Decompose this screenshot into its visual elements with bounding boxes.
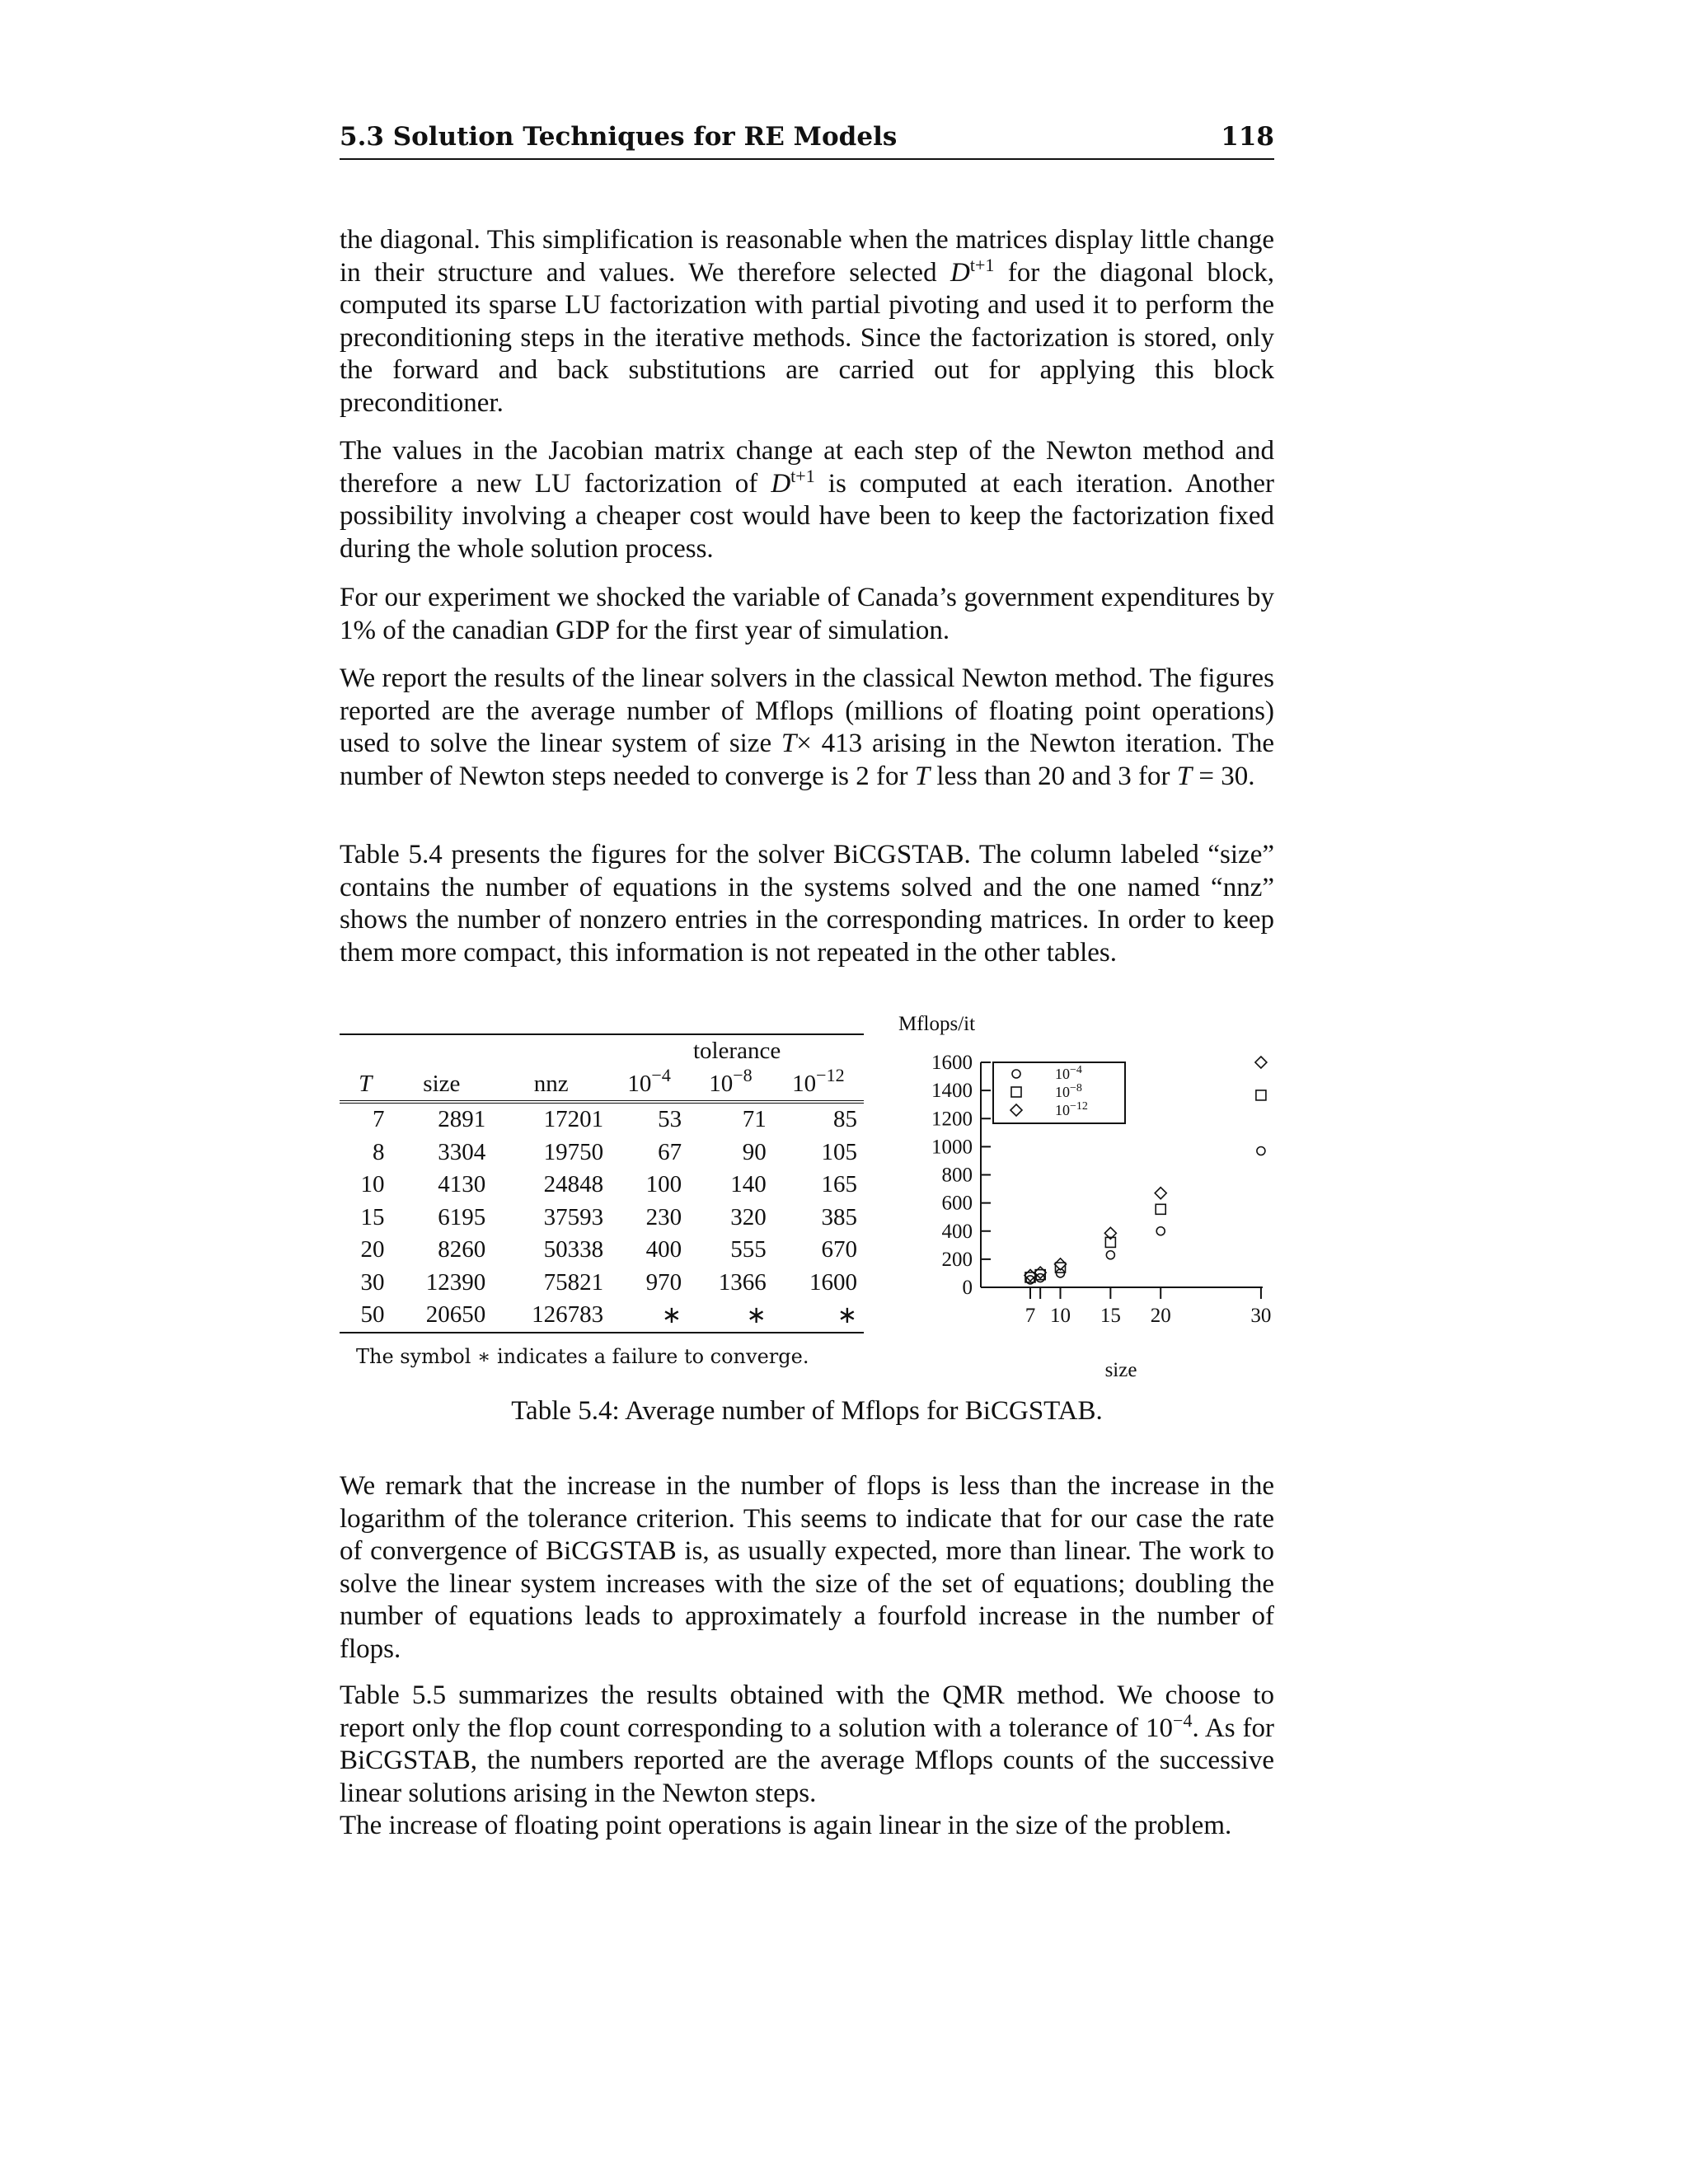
paragraph-2: The values in the Jacobian matrix change at each step of the Newton method and therefore a new LU factorization of $D^{t+1}$ is computed at each iteration. Another possibility involving a cheaper cost would have been to keep the factorization fixed during the whole solution process.	[340, 436, 1275, 564]
chart-ylabel: Mflops/it	[898, 1013, 976, 1035]
data-point-square	[1256, 1090, 1266, 1100]
chart-xlabel: size	[1104, 1359, 1137, 1381]
data-point-circle	[1257, 1146, 1265, 1155]
y-tick-label: 1200	[931, 1108, 973, 1131]
y-tick-label: 800	[941, 1164, 973, 1187]
mflops-chart	[874, 1005, 1302, 1393]
y-tick-label: 1600	[931, 1052, 973, 1074]
y-tick-label: 0	[962, 1277, 973, 1299]
table-row: 10 4130 24848 100 140 165	[360, 1171, 857, 1198]
table-row: 8 3304 19750 67 90 105	[372, 1138, 857, 1165]
y-tick-label: 600	[941, 1192, 973, 1215]
paragraph-7: Table 5.5 summarizes the results obtained with the QMR method. We choose to report only the flop count corresponding to a solution with a tolerance of $10^{-4}$. As for BiCGSTAB, the numbers reported are the average Mflops counts of the successive linear solutions arising in the Newton steps.	[340, 1680, 1274, 1808]
x-tick-label: 7	[1025, 1305, 1036, 1327]
table-row: 20 8260 50338 400 555 670	[360, 1236, 857, 1263]
col-tol-8: $10^{-8}$	[688, 1068, 773, 1103]
legend-label: $10^{-12}$	[1055, 1100, 1088, 1118]
x-tick-label: 20	[1150, 1305, 1171, 1327]
col-size: size	[391, 1068, 492, 1103]
x-tick-label: 15	[1100, 1305, 1121, 1327]
col-tol-12: $10^{-12}$	[773, 1068, 864, 1103]
paragraph-1: the diagonal. This simplification is reasonable when the matrices display little change in their structure and values. We therefore selected $D^{t+1}$ for the diagonal block, computed its sparse LU factorization with partial pivoting and used it to perform the preconditioning steps in the iterative methods. Since the factorization is stored, only the forward and back substitutions are carried out for applying this block preconditioner.	[340, 225, 1275, 418]
col-nnz: nnz	[492, 1068, 610, 1103]
paragraph-8: The increase of floating point operations is again linear in the size of the problem.	[340, 1811, 1232, 1840]
paragraph-4: We report the results of the linear solvers in the classical Newton method. The figures reported are the average number of Mflops (millions of floating point operations) used to solve the linear system of size T× 413 arising in the Newton iteration. The number of Newton steps needed to converge is 2 for T less than 20 and 3 for T = 30.	[340, 663, 1275, 791]
col-tol-4: $10^{-4}$	[610, 1068, 688, 1103]
tolerance-header: tolerance	[610, 1034, 864, 1068]
legend-marker-square	[1011, 1087, 1021, 1097]
legend-marker-circle	[1012, 1070, 1020, 1078]
legend-label: $10^{-4}$	[1055, 1064, 1082, 1082]
x-tick-label: 10	[1050, 1305, 1071, 1327]
table-row: 50 20650 126783 ∗ ∗ ∗	[340, 1299, 864, 1333]
table-row: 15 6195 37593 230 320 385	[360, 1203, 857, 1230]
page-header	[340, 117, 1274, 160]
paragraph-5: Table 5.4 presents the figures for the solver BiCGSTAB. The column labeled “size” contains the number of equations in the systems solved and the one named “nnz” shows the number of nonzero entries in the corresponding matrices. In order to keep them more compact, this information is not repeated in the other tables.	[340, 840, 1274, 968]
y-tick-label: 400	[941, 1220, 973, 1243]
y-tick-label: 200	[941, 1248, 973, 1271]
paragraph-3: For our experiment we shocked the variable of Canada’s government expenditures by 1% of the canadian GDP for the first year of simulation.	[340, 583, 1274, 645]
section-title: 5.3 Solution Techniques for RE Models	[340, 122, 898, 152]
data-point-diamond	[1255, 1057, 1267, 1068]
paragraph-6: We remark that the increase in the number of flops is less than the increase in the logarithm of the tolerance criterion. This seems to indicate that for our case the rate of convergence of BiCGSTAB is, as usually expected, more than linear. The work to solve the linear system increases with the size of the set of equations; doubling the number of equations leads to approximately a fourfold increase in the number of flops.	[340, 1471, 1274, 1664]
data-point-diamond	[1155, 1188, 1166, 1199]
table-row: 7 2891 17201 53 71 85	[372, 1106, 857, 1133]
table-caption: Table 5.4: Average number of Mflops for BiCGSTAB.	[511, 1396, 1103, 1426]
data-point-circle	[1106, 1251, 1114, 1259]
page-number: 118	[1221, 122, 1274, 152]
col-T: T	[359, 1070, 373, 1097]
legend-label: $10^{-8}$	[1055, 1082, 1082, 1100]
x-tick-label: 30	[1250, 1305, 1272, 1327]
table-footnote: The symbol ∗ indicates a failure to converge.	[356, 1345, 809, 1368]
results-table	[340, 1033, 864, 1333]
y-tick-label: 1000	[931, 1136, 973, 1159]
data-point-square	[1156, 1204, 1165, 1214]
y-tick-label: 1400	[931, 1080, 973, 1103]
table-row: 30 12390 75821 970 1366 1600	[360, 1268, 857, 1296]
legend-marker-diamond	[1010, 1104, 1022, 1116]
data-point-diamond	[1055, 1258, 1067, 1270]
data-point-circle	[1156, 1227, 1165, 1235]
